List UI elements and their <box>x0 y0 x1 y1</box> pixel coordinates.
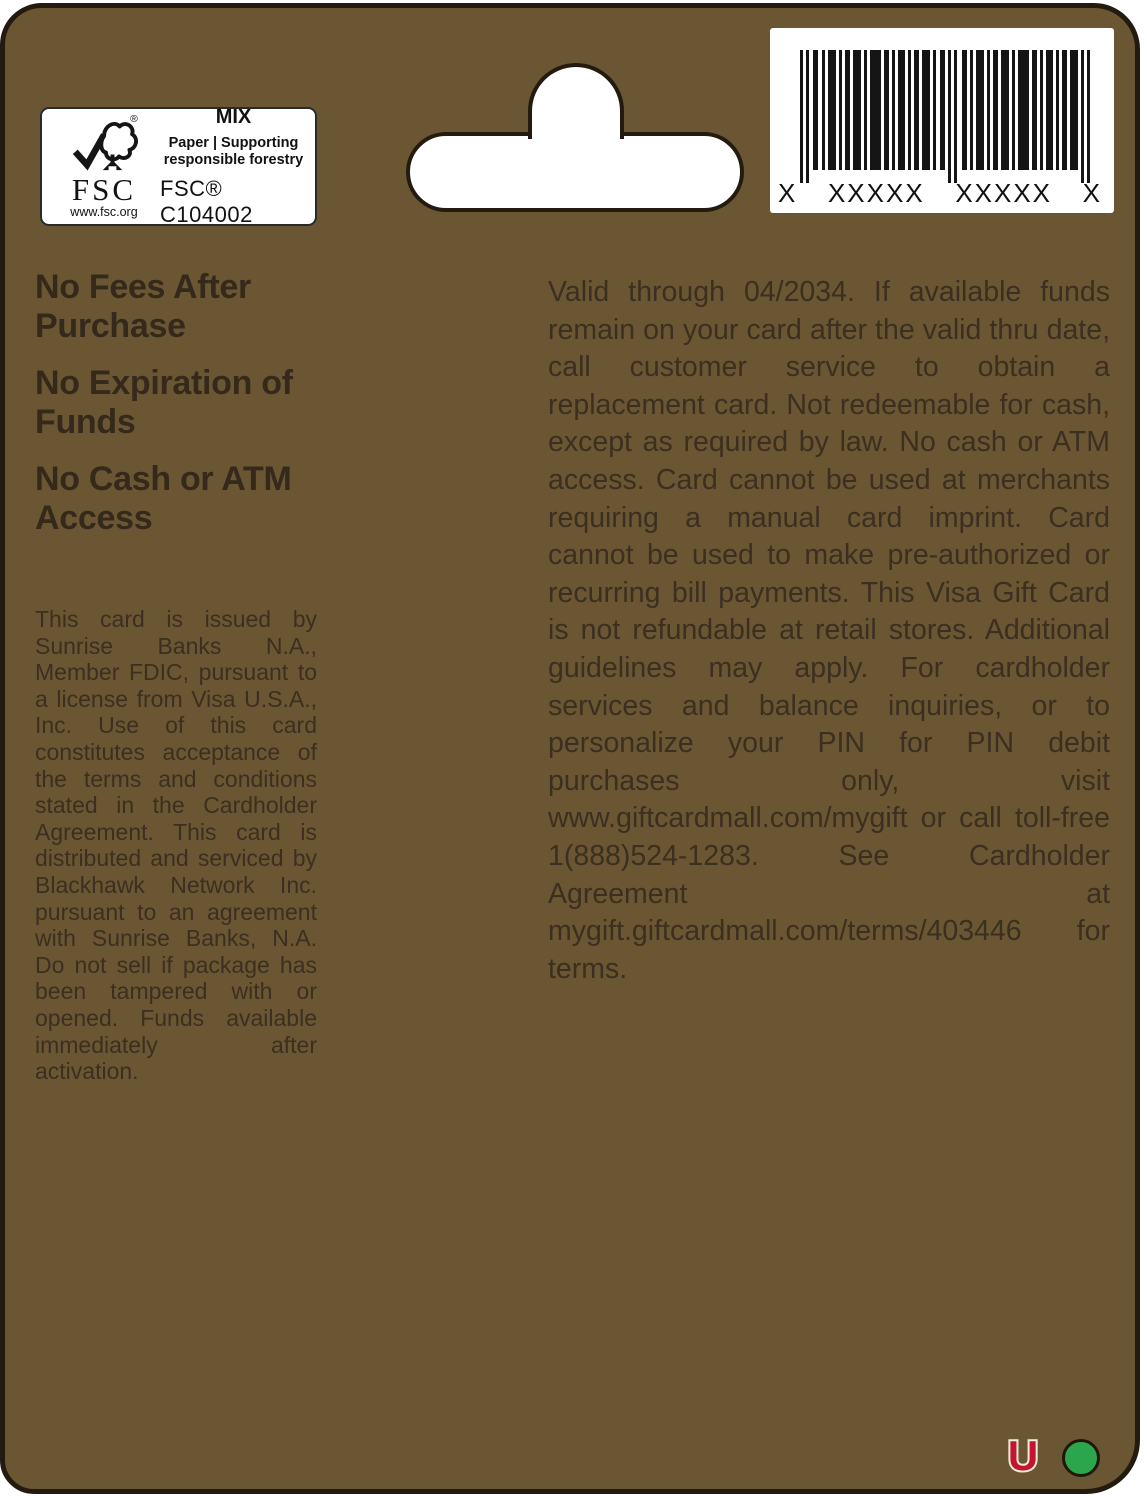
fsc-logo-registered-mark: ® <box>130 114 138 125</box>
fsc-logo-block <box>48 114 160 220</box>
fsc-tagline-line2: responsible forestry <box>163 151 304 168</box>
barcode-digit-group: XXXXX <box>955 178 1053 208</box>
barcode-human-readable <box>778 178 1102 209</box>
fsc-tagline-line1: Paper | Supporting <box>168 135 299 151</box>
right-column <box>548 274 1110 988</box>
fsc-certification-label <box>40 107 317 226</box>
barcode-digit-group: X <box>1082 178 1102 208</box>
benefit-heading-no-cash: No Cash or ATM Access <box>35 460 292 537</box>
barcode-digit-group: X <box>778 178 798 208</box>
fsc-tree-checkmark-icon <box>52 114 156 176</box>
fsc-license-code: FSC® C104002 <box>160 176 253 227</box>
fsc-brand-text: FSC <box>71 172 137 207</box>
fsc-grade-text: MIX <box>215 106 252 128</box>
barcode <box>770 28 1114 213</box>
barcode-bars-icon <box>800 50 1090 184</box>
fsc-website-text: www.fsc.org <box>70 205 138 219</box>
fsc-label-text-block <box>160 106 307 227</box>
green-dot-mark <box>1062 1439 1100 1477</box>
hang-tab-seam <box>535 130 617 146</box>
benefit-heading-no-expiration: No Expiration of Funds <box>35 364 293 441</box>
kosher-u-letter: U <box>1007 1432 1039 1478</box>
barcode-digit-group: XXXXX <box>827 178 925 208</box>
issuer-disclaimer-text: This card is issued by Sunrise Banks N.A., Member FDIC, pursuant to a license from Visa U.S.A., Inc. Use of this card constitutes acceptance of the terms and conditions stated in the Cardholder Agreement. This card is distributed and serviced by Blackhawk Network Inc. pursuant to an agreement with Sunrise Banks, N.A. Do not sell if package has been tampered with or opened. Funds available immediately after activation. <box>35 606 317 1085</box>
left-column <box>35 268 325 1085</box>
hang-tab-dome <box>528 63 624 139</box>
package-cardboard <box>0 3 1140 1494</box>
kosher-u-symbol <box>1001 1430 1045 1478</box>
benefit-heading-no-fees: No Fees After Purchase <box>35 268 251 345</box>
terms-and-conditions-text: Valid through 04/2034. If available funds remain on your card after the valid thru date, call customer service to obtain a replacement card. Not redeemable for cash, except as required by law. No cash or ATM access. Card cannot be used at merchants requiring a manual card imprint. Card cannot be used to make pre-authorized or recurring bill payments. This Visa Gift Card is not refundable at retail stores. Additional guidelines may apply. For cardholder services and balance inquiries, or to personalize your PIN for PIN debit purchases only, visit www.giftcardmall.com/mygift or call toll-free 1(888)524-1283. See Cardholder Agreement at mygift.giftcardmall.com/terms/403446 for terms. <box>548 276 1110 985</box>
